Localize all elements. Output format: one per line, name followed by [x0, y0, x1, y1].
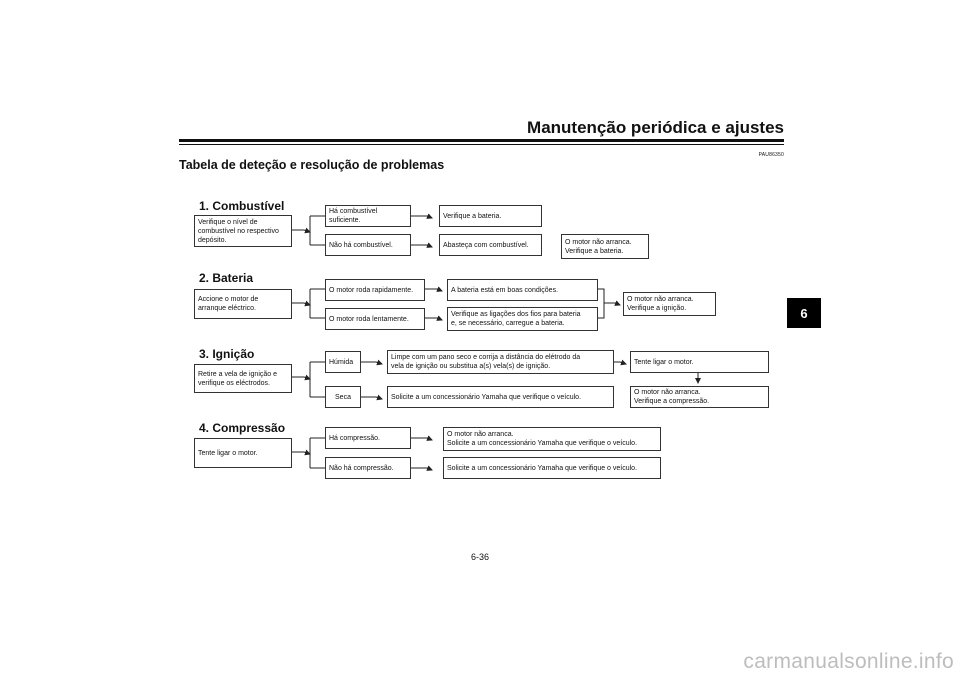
box-text: O motor roda lentamente. [329, 315, 409, 323]
box-text: O motor não arranca. Verifique a bateria. [565, 238, 632, 255]
ignicao-next [630, 351, 769, 373]
box-text: Tente ligar o motor. [198, 449, 258, 457]
box-text: Tente ligar o motor. [634, 358, 694, 366]
ignicao-result-b [387, 386, 614, 408]
box-text: O motor não arranca. Verifique a ignição. [627, 296, 694, 312]
box-text: Húmida [329, 358, 354, 366]
flow-title-compressao: 4. Compressão [199, 421, 286, 435]
flow-title-combustivel: 1. Combustível [199, 199, 285, 213]
combustivel-branch-b [325, 234, 411, 256]
combustivel-final [561, 234, 649, 259]
flow-title-bateria: 2. Bateria [199, 271, 254, 285]
box-text: Accione o motor de arranque eléctrico. [198, 296, 259, 312]
compressao-result-a [443, 427, 661, 451]
box-text: Solicite a um concessionário Yamaha que verifique o veículo. [391, 393, 582, 401]
combustivel-branch-a [325, 205, 411, 227]
ignicao-final [630, 386, 769, 408]
watermark: carmanualsonline.info [743, 650, 954, 673]
box-text: Verifique o nível de combustível no respectivo depósito. [198, 218, 279, 244]
box-text: Abasteça com combustível. [443, 241, 529, 249]
combustivel-result-a [439, 205, 542, 227]
compressao-result-b [443, 457, 661, 479]
box-text: Verifique as ligações dos fios para bateria e, se necessário, carregue a bateria. [451, 311, 581, 327]
page-title: Manutenção periódica e ajustes [527, 118, 784, 137]
box-text: Não há combustível. [329, 241, 393, 249]
compressao-branch-b [325, 457, 411, 479]
ignicao-result-a [387, 350, 614, 374]
ignicao-branch-a [325, 351, 361, 373]
flow-title-ignicao: 3. Ignição [199, 347, 255, 361]
ignicao-branch-b [325, 386, 361, 408]
bateria-result-b [447, 307, 598, 331]
box-text: A bateria está em boas condições. [451, 286, 559, 294]
ignicao-start-box [194, 364, 292, 393]
box-text: O motor não arranca. Verifique a compressão. [634, 389, 710, 405]
combustivel-result-b [439, 234, 542, 256]
box-text: Limpe com um pano seco e corrija a distância do elétrodo da vela de ignição ou substitua a(s) vela(s) de ignição. [391, 354, 581, 370]
page-number: 6-36 [470, 552, 489, 562]
box-text: Há combustível suficiente. [329, 208, 378, 224]
combustivel-start-box [194, 215, 292, 247]
bateria-result-a [447, 279, 598, 301]
bateria-branch-a [325, 279, 425, 301]
bateria-start-box [194, 289, 292, 319]
box-text: O motor roda rapidamente. [329, 286, 414, 294]
box-text: Solicite a um concessionário Yamaha que verifique o veículo. [447, 464, 638, 472]
box-text: Verifique a bateria. [443, 212, 502, 220]
box-text: Não há compressão. [329, 464, 394, 472]
box-text: Há compressão. [329, 434, 380, 442]
box-text: Seca [335, 393, 351, 401]
bateria-branch-b [325, 308, 425, 330]
bateria-final [623, 292, 716, 316]
compressao-branch-a [325, 427, 411, 449]
box-text: O motor não arranca. Solicite a um concessionário Yamaha que verifique o veículo. [447, 431, 638, 447]
chapter-tab: 6 [787, 298, 821, 328]
document-code: PAU86350 [758, 152, 784, 158]
section-title: Tabela de deteção e resolução de problemas [179, 158, 445, 172]
box-text: Retire a vela de ignição e verifique os eléctrodos. [198, 370, 277, 387]
compressao-start-box [194, 438, 292, 468]
